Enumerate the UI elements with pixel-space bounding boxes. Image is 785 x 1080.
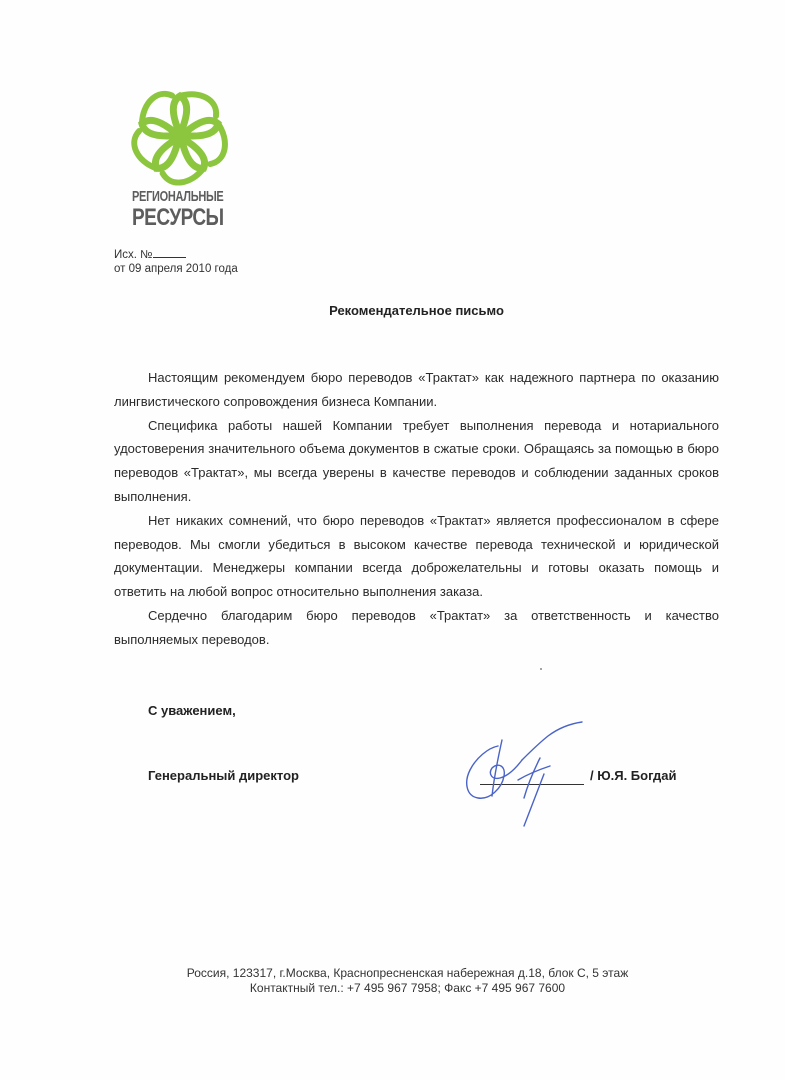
logo-line-1: РЕГИОНАЛЬНЫЕ xyxy=(132,188,224,205)
closing-salutation: С уважением, xyxy=(148,703,236,718)
body-paragraph-3: Нет никаких сомнений, что бюро переводов «Трактат» является профессионалом в сфере переводов. Мы смогли убедиться в высоком качестве перевода технической и юридической документации. Менеджеры компании всегда доброжелательны и готовы оказать помощь и ответить на любой вопрос относительно выполнения заказа. xyxy=(114,512,719,600)
reference-date: от 09 апреля 2010 года xyxy=(114,263,238,275)
logo-line-2: РЕСУРСЫ xyxy=(132,204,224,231)
body-paragraph-4: Сердечно благодарим бюро переводов «Трактат» за ответственность и качество выполняемых переводов. xyxy=(114,607,719,647)
scan-speck xyxy=(540,668,542,670)
signatory-position: Генеральный директор xyxy=(148,768,299,783)
body-paragraph-1: Настоящим рекомендуем бюро переводов «Трактат» как надежного партнера по оказанию лингвистического сопровождения бизнеса Компании. xyxy=(114,370,719,409)
outgoing-reference xyxy=(114,247,238,276)
letter-body xyxy=(114,366,719,652)
reference-number-blank xyxy=(153,247,186,258)
reference-number-line xyxy=(114,247,238,262)
flower-logo-icon xyxy=(130,86,230,186)
footer-address: Россия, 123317, г.Москва, Краснопресненская набережная д.18, блок С, 5 этаж xyxy=(186,966,629,980)
footer-contacts: Контактный тел.: +7 495 967 7958; Факс +7 495 967 7600 xyxy=(249,981,566,995)
signatory-name: / Ю.Я. Богдай xyxy=(590,768,677,783)
logo-wordmark xyxy=(132,188,224,231)
letter-footer xyxy=(0,966,785,996)
letter-title: Рекомендательное письмо xyxy=(329,303,504,318)
handwritten-signature xyxy=(458,718,588,833)
body-paragraph-2: Специфика работы нашей Компании требует выполнения перевода и нотариального удостоверения значительного объема документов в сжатые сроки. Обращаясь за помощью в бюро переводов «Трактат», мы всегда уверены в качестве переводов и соблюдении заданных сроков выполнения. xyxy=(114,417,719,504)
reference-number-label: Исх. № xyxy=(114,249,153,261)
